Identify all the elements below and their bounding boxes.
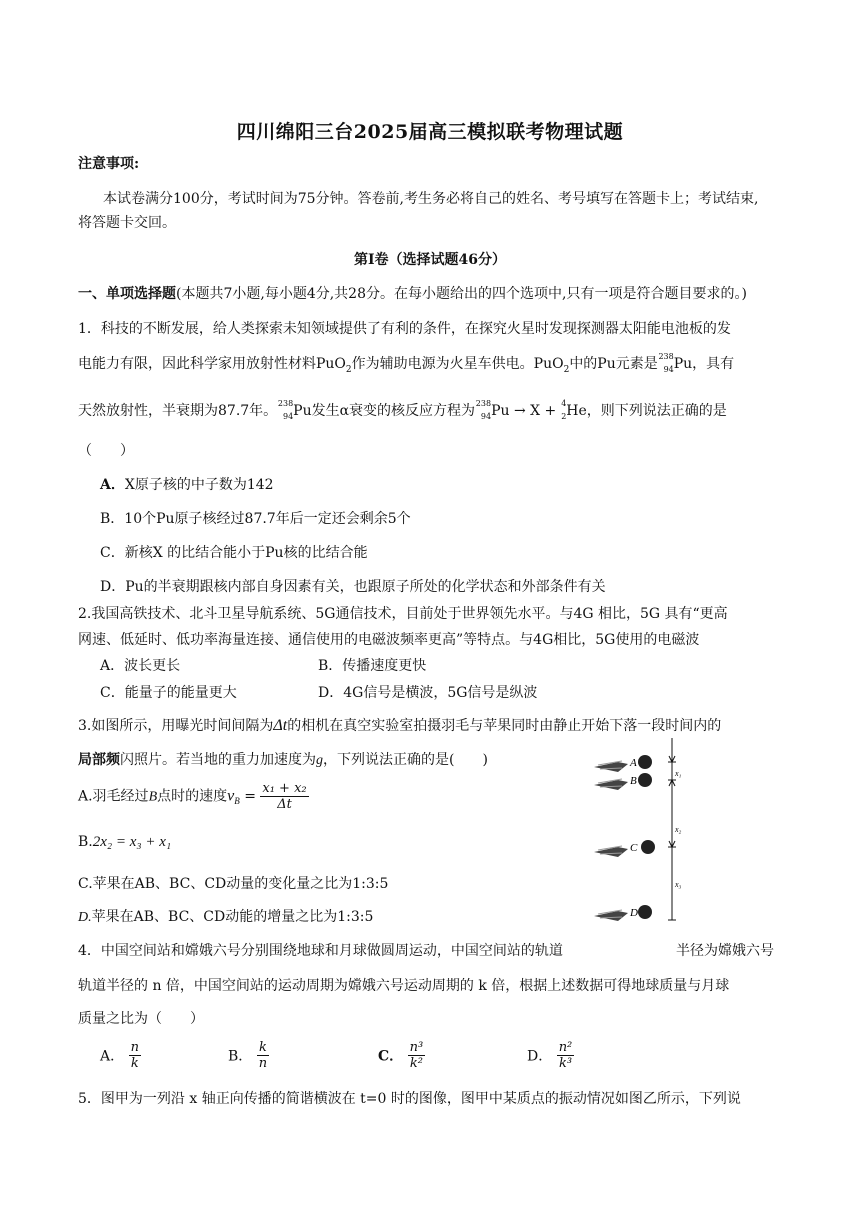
q1-line-2 [78, 353, 734, 375]
label-b: B [630, 775, 637, 787]
mass-number: 238 [475, 399, 492, 408]
mass-number: 238 [277, 399, 294, 408]
velocity-symbol: v [227, 787, 235, 805]
q1-line-2b: 作为辅助电源为火星车供电。PuO [351, 356, 564, 372]
q1-line-2a: 电能力有限，因此科学家用放射性材料PuO [78, 356, 346, 372]
q1-line-2d: Pu，具有 [673, 356, 735, 372]
q1-sub-2b: 2 [563, 364, 570, 375]
option-a-pre: A.羽毛经过 [78, 788, 149, 805]
feather-apple-b [594, 773, 652, 790]
equals-sign: = [244, 788, 256, 805]
q3-line-2-text: 闪照片。若当地的重力加速度为 [120, 752, 316, 768]
gravity-symbol: g [316, 753, 323, 768]
q2-line-2: 网速、低延时、低功率海量连接、通信使用的电磁波频率更高”等特点。与4G相比，5G使用的电磁波 [78, 632, 700, 648]
feather-apple-d [594, 905, 652, 921]
option-d-text: 苹果在AB、BC、CD动能的增量之比为1:3:5 [91, 909, 374, 925]
q1-line-3b: Pu发生α衰变的核反应方程为 [293, 403, 476, 419]
q4-line-2: 轨道半径的 n 倍，中国空间站的运动周期为嫦娥六号运动周期的 k 倍，根据上述数据可得地球质量与月球 [78, 978, 730, 994]
q2-option-b[interactable]: B．传播速度更快 [318, 658, 427, 674]
q4-line-1b: 半径为嫦娥六号 [676, 943, 774, 959]
volume-heading: 第Ⅰ卷（选择试题46分） [353, 252, 507, 268]
fraction-denominator: n [258, 1056, 268, 1071]
fraction-numerator: x₁ + x₂ [262, 781, 307, 796]
delta-t: Δt [273, 717, 288, 734]
q4-option-b[interactable] [228, 1040, 269, 1071]
q4-line-3: 质量之比为（ ） [78, 1011, 204, 1027]
nuclide-pu-3 [475, 401, 491, 419]
nuclide-he [556, 401, 566, 419]
q3-option-d[interactable] [78, 906, 373, 926]
option-a-mid: 点时的速度 [157, 788, 228, 805]
atomic-number: 94 [480, 412, 492, 421]
mass-number: 238 [658, 352, 674, 361]
strobe-photo-figure [592, 734, 692, 926]
fraction-numerator: n³ [409, 1040, 424, 1055]
velocity-sub: B [234, 796, 240, 807]
option-d-pre: D. [78, 910, 92, 925]
q3-option-b[interactable] [78, 834, 171, 851]
option-c-fraction [408, 1040, 426, 1071]
fraction-denominator: k² [409, 1056, 423, 1071]
nuclide-pu-1 [658, 354, 674, 372]
atomic-number: 94 [663, 365, 674, 374]
label-x3: x₃ [675, 880, 682, 889]
nuclide-pu-2 [277, 401, 293, 419]
option-d-fraction [557, 1040, 575, 1071]
q3-line-2-end: ，下列说法正确的是( ) [323, 752, 488, 768]
fraction-denominator: Δt [277, 797, 292, 812]
q4-option-c[interactable] [378, 1040, 425, 1071]
option-label: B． [228, 1048, 253, 1065]
section-1-title: 一、单项选择题 [78, 286, 176, 302]
q3-line-2 [78, 749, 488, 769]
q3-line-1b: 的相机在真空实验室拍摄羽毛与苹果同时由静止开始下落一段时间内的 [287, 718, 722, 734]
q1-line-3d: He，则下列说法正确的是 [566, 403, 727, 419]
q2-option-d[interactable]: D．4G信号是横波，5G信号是纵波 [318, 685, 538, 701]
q1-line-2c: 中的Pu元素是 [569, 356, 658, 372]
label-a: A [630, 757, 637, 769]
notice-heading: 注意事项: [78, 156, 140, 172]
label-x1: x₁ [675, 769, 682, 778]
q3-option-a[interactable] [78, 781, 309, 812]
q1-line-1: 1．科技的不断发展，给人类探索未知领域提供了有利的条件，在探究火星时发现探测器太阳能电池板的发 [78, 321, 731, 337]
fraction-numerator: n [130, 1040, 139, 1055]
option-b-fraction [257, 1040, 269, 1071]
mass-number: 4 [561, 399, 567, 408]
option-label: A． [100, 1048, 125, 1065]
q1-option-c[interactable]: C．新核X 的比结合能小于Pu核的比结合能 [100, 545, 368, 561]
q1-line-3a: 天然放射性，半衰期为87.7年。 [78, 403, 278, 419]
option-label: A． [100, 477, 125, 493]
q3-line-1 [78, 715, 721, 735]
option-text: X原子核的中子数为142 [124, 477, 274, 493]
atomic-number: 2 [561, 412, 567, 421]
label-d: D [630, 907, 638, 919]
option-b-pre: B. [78, 834, 93, 850]
q3-option-c[interactable]: C.苹果在AB、BC、CD动量的变化量之比为1:3:5 [78, 876, 389, 892]
notice-line-1: 本试卷满分100分，考试时间为75分钟。答卷前,考生务必将自己的姓名、考号填写在答题卡上；考试结束, [103, 191, 759, 207]
q2-option-a[interactable]: A．波长更长 [100, 658, 181, 674]
q2-option-c[interactable]: C．能量子的能量更大 [100, 685, 237, 701]
feather-apple-a [594, 755, 652, 772]
q1-line-3c: Pu → X + [491, 403, 557, 419]
label-c: C [630, 842, 638, 854]
q1-answer-paren: （ ） [78, 443, 134, 459]
option-label: C． [378, 1048, 404, 1065]
q2-line-1: 2.我国高铁技术、北斗卫星导航系统、5G通信技术，目前处于世界领先水平。与4G 相比，5G 具有“更高 [78, 606, 728, 622]
q1-option-a[interactable] [100, 474, 274, 494]
q4-option-a[interactable] [100, 1040, 141, 1071]
q1-option-d[interactable]: D．Pu的半衰期跟核内部自身因素有关，也跟原子所处的化学状态和外部条件有关 [100, 579, 606, 595]
fraction-numerator: k [257, 1040, 269, 1056]
section-1-instructions: (本题共7小题,每小题4分,共28分。在每小题给出的四个选项中,只有一项是符合题目要求的。) [176, 286, 747, 302]
label-x2: x₂ [675, 825, 682, 834]
page-title: 四川绵阳三台2025届高三模拟联考物理试题 [236, 121, 624, 143]
notice-line-2: 将答题卡交回。 [78, 215, 176, 231]
option-label: D． [527, 1048, 553, 1065]
q3-line-1a: 3.如图所示，用曝光时间间隔为 [78, 718, 274, 734]
feather-apple-c [594, 840, 655, 857]
atomic-number: 94 [282, 412, 294, 421]
q4-option-d[interactable] [527, 1040, 574, 1071]
q4-line-1a: 4．中国空间站和嫦娥六号分别围绕地球和月球做圆周运动，中国空间站的轨道 [78, 943, 563, 959]
section-1-heading [78, 283, 747, 303]
q5-line-1: 5．图甲为一列沿 x 轴正向传播的简谐横波在 t=0 时的图像，图甲中某质点的振动情况如图乙所示，下列说 [78, 1091, 741, 1107]
point-b: B [148, 789, 158, 805]
q1-option-b[interactable]: B．10个Pu原子核经过87.7年后一定还会剩余5个 [100, 511, 411, 527]
q1-sub-2a: 2 [345, 364, 352, 375]
fraction-numerator: n² [558, 1040, 573, 1055]
fraction-denominator: k [130, 1056, 139, 1071]
q1-line-3 [78, 400, 727, 420]
q3-bold-text: 局部频 [78, 752, 120, 768]
velocity-fraction [260, 781, 308, 812]
option-b-expr: 2x₂ = x₃ + x₁ [92, 834, 172, 850]
option-a-fraction [129, 1040, 141, 1071]
fraction-denominator: k³ [558, 1056, 573, 1071]
